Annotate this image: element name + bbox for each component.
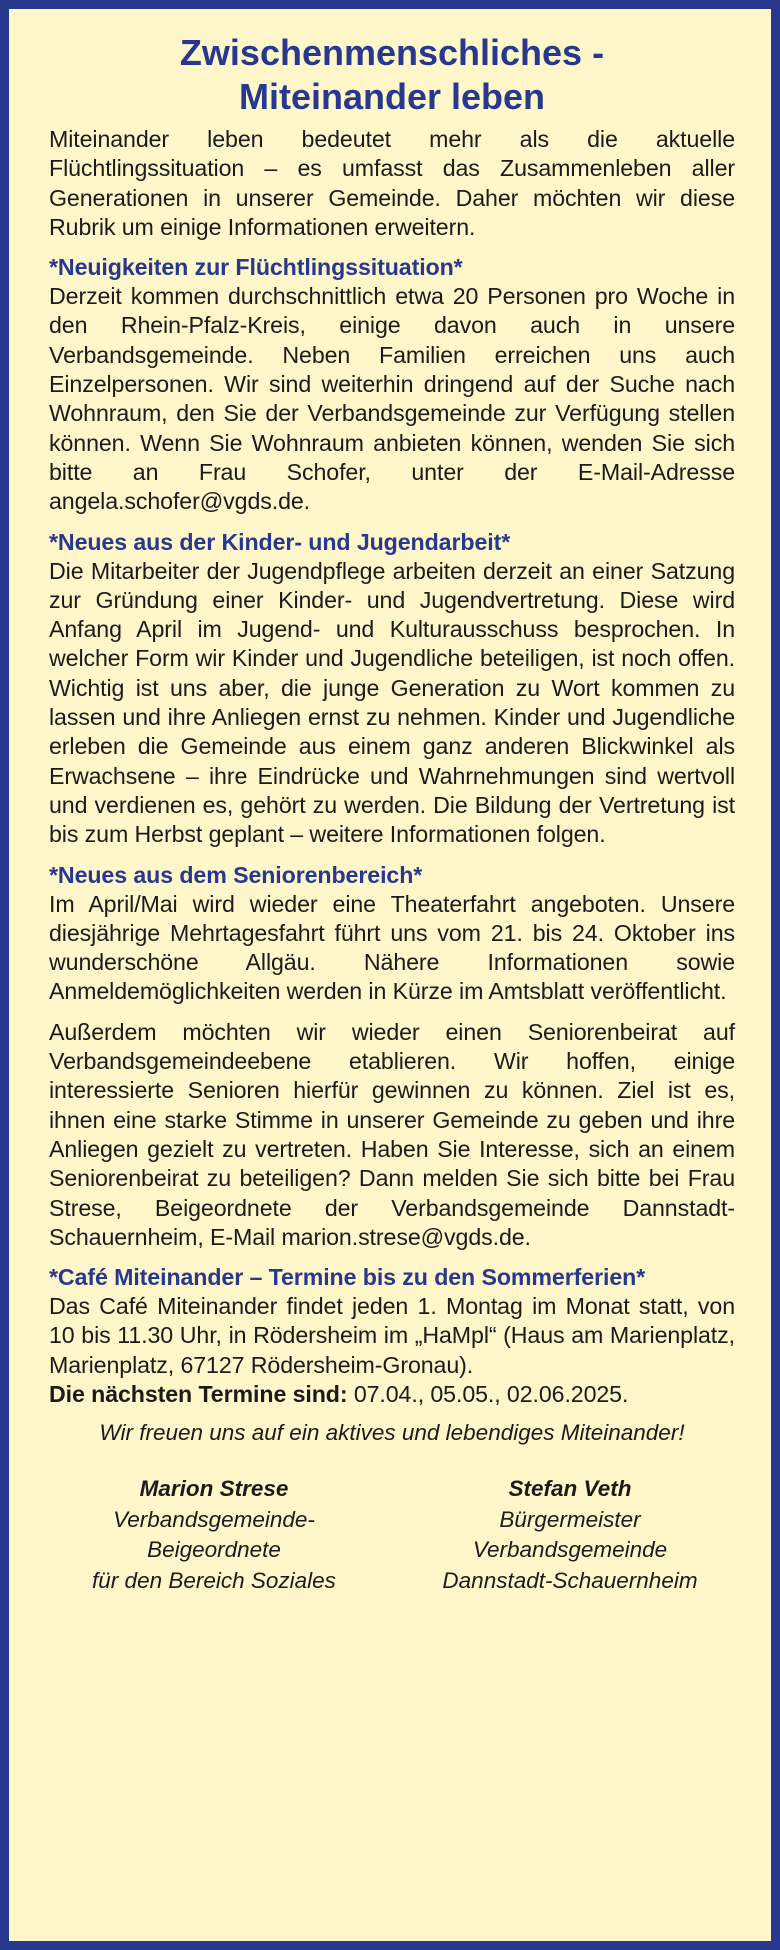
signature-name: Stefan Veth [508,1476,632,1502]
title-line-2: Miteinander leben [238,76,546,117]
refugees-heading: *Neuigkeiten zur Flüchtlingssituation* [49,254,463,281]
intro-paragraph: Miteinander leben bedeutet mehr als die aktuelle Flüchtlingssituation – es umfasst das Zusammenleben aller Generationen in unserer Gemeinde. Daher möchten wir diese Rubrik um einige Informationen erweitern. [49,126,735,240]
refugees-paragraph: Derzeit kommen durchschnittlich etwa 20 Personen pro Woche in den Rhein-Pfalz-Kreis, einige davon auch in unsere Verbandsgemeinde. Neben Familien erreichen uns auch Einzelpersonen. Wir sind weiterhin dringend auf der Suche nach Wohnraum, den Sie der Verbandsgemeinde zur Verfügung stellen können. Wenn Sie Wohnraum anbieten können, wenden Sie sich bitte an Frau Schofer, unter der E-Mail-Adresse angela.schofer@vgds.de. [49,283,735,515]
signatures [49,1474,735,1596]
signature-role: für den Bereich Soziales [92,1567,336,1593]
title-line-1: Zwischenmenschliches - [179,32,605,73]
signature-right [405,1474,735,1596]
youth-heading: *Neues aus der Kinder- und Jugendarbeit* [49,528,511,555]
article-title [49,31,735,119]
cafe-dates-label: Die nächsten Termine sind: [49,1380,348,1407]
closing-line: Wir freuen uns auf ein aktives und lebendiges Miteinander! [99,1420,685,1446]
cafe-heading: *Café Miteinander – Termine bis zu den Sommerferien* [49,1264,646,1291]
signature-role: Bürgermeister [499,1506,641,1532]
youth-paragraph: Die Mitarbeiter der Jugendpflege arbeiten derzeit an einer Satzung zur Gründung einer Kinder- und Jugendvertretung. Diese wird Anfang April im Jugend- und Kulturausschuss besprochen. In welcher Form wir Kinder und Jugendliche beteiligen, ist noch offen. Wichtig ist uns aber, die junge Generation zu Wort kommen zu lassen und ihre Anliegen ernst zu nehmen. Kinder und Jugendliche erleben die Gemeinde aus einem ganz anderen Blickwinkel als Erwachsene – ihre Eindrücke und Wahrnehmungen sind wertvoll und verdienen es, gehört zu werden. Die Bildung der Vertretung ist bis zum Herbst geplant – weitere Informationen folgen. [49,557,735,848]
signature-left [49,1474,379,1596]
signature-role: Beigeordnete [147,1537,281,1563]
signature-role: Dannstadt-Schauernheim [442,1567,698,1593]
signature-role: Verbandsgemeinde- [113,1506,315,1532]
signature-name: Marion Strese [139,1476,289,1502]
cafe-paragraph: Das Café Miteinander findet jeden 1. Montag im Monat statt, von 10 bis 11.30 Uhr, in Rödersheim im „HaMpl“ (Haus am Marienplatz, Marienplatz, 67127 Rödersheim-Gronau). [49,1293,735,1378]
seniors-heading: *Neues aus dem Seniorenbereich* [49,861,423,888]
cafe-dates [49,1380,735,1409]
cafe-dates-values: 07.04., 05.05., 02.06.2025. [353,1380,629,1407]
seniors-paragraph-2: Außerdem möchten wir wieder einen Seniorenbeirat auf Verbandsgemeindeebene etablieren. Wir hoffen, einige interessierte Senioren hierfür gewinnen zu können. Ziel ist es, ihnen eine starke Stimme in unserer Gemeinde zu geben und ihre Anliegen gezielt zu vertreten. Haben Sie Interesse, sich an einem Seniorenbeirat zu beteiligen? Dann melden Sie sich bitte bei Frau Strese, Beigeordnete der Verbandsgemeinde Dannstadt-Schauernheim, E-Mail marion.strese@vgds.de. [49,1018,735,1250]
seniors-paragraph-1: Im April/Mai wird wieder eine Theaterfahrt angeboten. Unsere diesjährige Mehrtagesfahrt führt uns vom 21. bis 24. Oktober ins wunderschöne Allgäu. Nähere Informationen sowie Anmeldemöglichkeiten werden in Kürze im Amtsblatt veröffentlicht. [49,890,735,1005]
signature-role: Verbandsgemeinde [472,1537,668,1563]
